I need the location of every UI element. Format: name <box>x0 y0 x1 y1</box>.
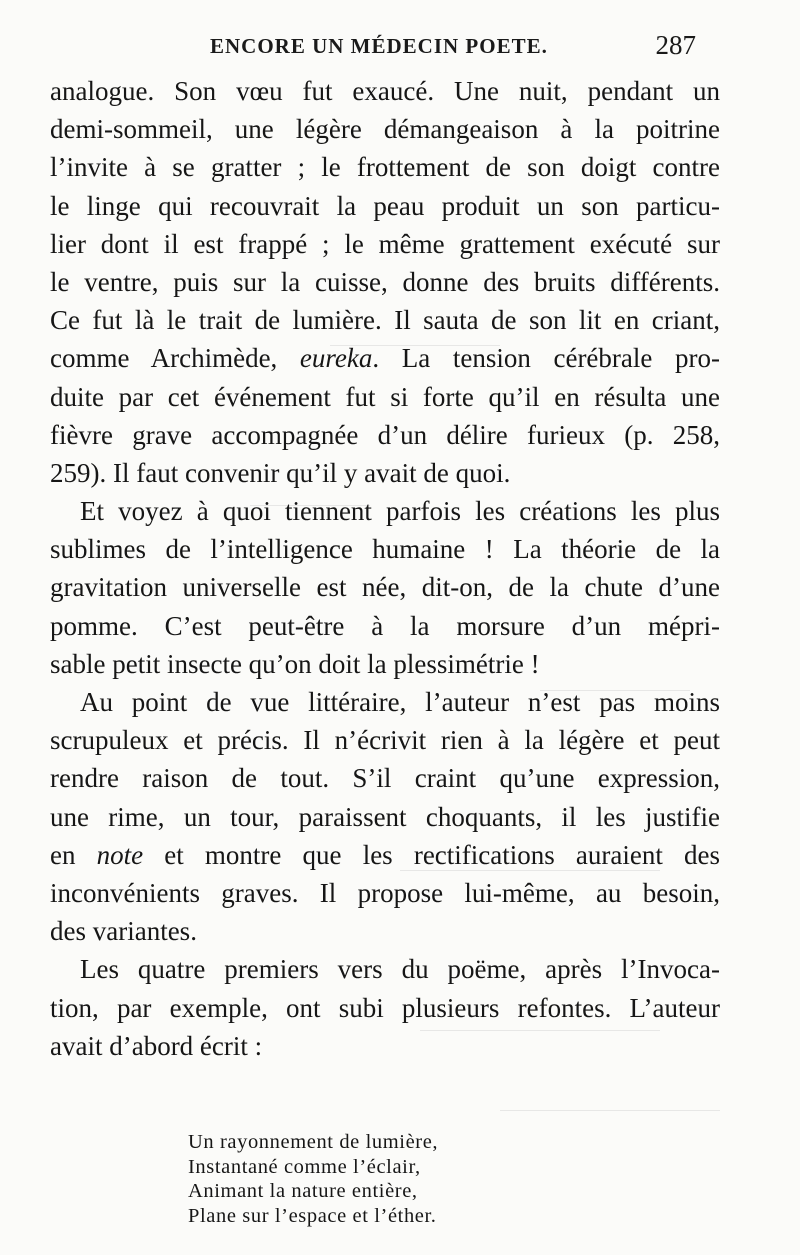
text-line: des variantes. <box>50 916 197 947</box>
verse-line: Instantané comme l’éclair, <box>188 1155 421 1178</box>
text-line: gravitation universelle est née, dit-on, de la chute d’une <box>50 572 720 603</box>
text-line: Les quatre premiers vers du poëme, après l’Invoca- <box>80 954 720 985</box>
text-line: lier dont il est frappé ; le même grattement exécuté sur <box>50 228 720 259</box>
text-line: le ventre, puis sur la cuisse, donne des bruits différents. <box>50 266 720 297</box>
page-number: 287 <box>655 30 696 60</box>
text-line: rendre raison de tout. S’il craint qu’une expression, <box>50 763 720 794</box>
text-line: comme Archimède, eureka. La tension cérébrale pro- <box>50 343 720 374</box>
text-line: le linge qui recouvrait la peau produit un son particu- <box>50 190 720 221</box>
body-text <box>50 72 720 1065</box>
text-line: sublimes de l’intelligence humaine ! La théorie de la <box>50 534 720 565</box>
text-line: pomme. C’est peut-être à la morsure d’un mépri- <box>50 610 720 641</box>
text-line: tion, par exemple, ont subi plusieurs refontes. L’auteur <box>50 992 720 1023</box>
text-line: l’invite à se gratter ; le frottement de son doigt contre <box>50 152 720 183</box>
text-line: demi-sommeil, une légère démangeaison à la poitrine <box>50 114 720 145</box>
text-line: inconvénients graves. Il propose lui-même, au besoin, <box>50 877 720 908</box>
bleed-through-mark <box>500 1110 720 1111</box>
text-line: duite par cet événement fut si forte qu’il en résulta une <box>50 381 720 412</box>
text-line: avait d’abord écrit : <box>50 1030 263 1061</box>
text-line: une rime, un tour, paraissent choquants, il les justifie <box>50 801 720 832</box>
running-head: ENCORE UN MÉDECIN POETE. <box>210 34 548 58</box>
verse-line: Un rayonnement de lumière, <box>188 1131 439 1153</box>
text-line: fièvre grave accompagnée d’un délire furieux (p. 258, <box>50 419 720 450</box>
verse-line: Plane sur l’espace et l’éther. <box>188 1204 437 1227</box>
text-line: Et voyez à quoi tiennent parfois les créations les plus <box>80 496 720 527</box>
text-line: sable petit insecte qu’on doit la plessimétrie ! <box>50 648 540 679</box>
text-line: scrupuleux et précis. Il n’écrivit rien à la légère et peut <box>50 725 720 756</box>
text-line: 259). Il faut convenir qu’il y avait de quoi. <box>50 457 511 488</box>
page-header <box>210 30 710 62</box>
text-line: Ce fut là le trait de lumière. Il sauta de son lit en criant, <box>50 305 720 336</box>
text-line: analogue. Son vœu fut exaucé. Une nuit, pendant un <box>50 76 720 106</box>
verse-line: Animant la nature entière, <box>188 1180 418 1202</box>
text-line: en note et montre que les rectifications auraient des <box>50 839 721 870</box>
text-line: Au point de vue littéraire, l’auteur n’est pas moins <box>80 687 720 717</box>
verse-quote <box>188 1130 438 1228</box>
